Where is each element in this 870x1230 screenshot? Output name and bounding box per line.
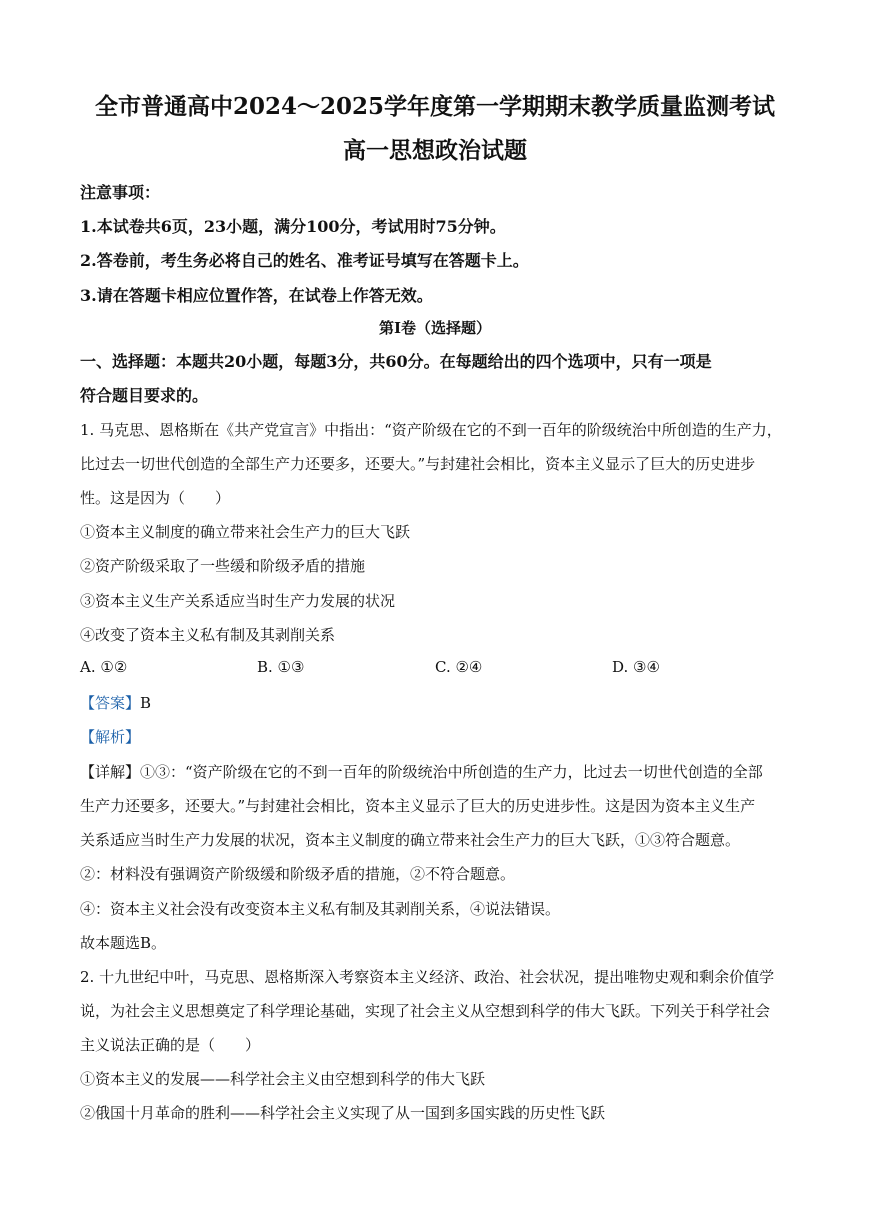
detail-text: ①③：“资产阶级在它的不到一百年的阶级统治中所创造的生产力，比过去一切世代创造的全部 — [140, 763, 763, 781]
question-stem: 1. 马克思、恩格斯在《共产党宣言》中指出：“资产阶级在它的不到一百年的阶级统治中所创造的生产力， — [80, 421, 782, 439]
notice-item: 2.答卷前，考生务必将自己的姓名、准考证号填写在答题卡上。 — [80, 251, 529, 270]
option-d: D. ③④ — [612, 658, 660, 676]
notice-heading: 注意事项： — [80, 183, 161, 202]
exam-subtitle: 高一思想政治试题 — [343, 137, 527, 164]
question-stem: 比过去一切世代创造的全部生产力还要多，还要大。”与封建社会相比，资本主义显示了巨大的历史进步 — [80, 455, 756, 473]
detail-text: 关系适应当时生产力发展的状况，资本主义制度的确立带来社会生产力的巨大飞跃，①③符合题意。 — [80, 831, 741, 849]
section-instruction: 符合题目要求的。 — [80, 386, 209, 405]
question-stem: 说，为社会主义思想奠定了科学理论基础，实现了社会主义从空想到科学的伟大飞跃。下列关于科学社会 — [80, 1002, 771, 1020]
option-c: C. ②④ — [435, 658, 483, 676]
analysis-tag: 【解析】 — [80, 728, 141, 746]
detail-tag: 【详解】 — [80, 763, 141, 781]
choice-item: ②资产阶级采取了一些缓和阶级矛盾的措施 — [80, 557, 366, 575]
detail-text: 生产力还要多，还要大。”与封建社会相比，资本主义显示了巨大的历史进步性。这是因为资本主义生产 — [80, 797, 756, 815]
section-instruction: 一、选择题：本题共20小题，每题3分，共60分。在每题给出的四个选项中，只有一项是 — [80, 352, 712, 371]
question-stem: 2. 十九世纪中叶，马克思、恩格斯深入考察资本主义经济、政治、社会状况，提出唯物史观和剩余价值学 — [80, 968, 775, 986]
option-b: B. ①③ — [257, 658, 305, 676]
detail-text: ④：资本主义社会没有改变资本主义私有制及其剥削关系，④说法错误。 — [80, 900, 561, 918]
question-stem: 性。这是因为（ ） — [80, 489, 231, 507]
detail-text: ②：材料没有强调资产阶级缓和阶级矛盾的措施，②不符合题意。 — [80, 865, 516, 883]
question-stem: 主义说法正确的是（ ） — [80, 1036, 261, 1054]
answer-value: B — [140, 694, 152, 712]
section-title: 第Ⅰ卷（选择题） — [378, 319, 492, 337]
notice-item: 3.请在答题卡相应位置作答，在试卷上作答无效。 — [80, 286, 433, 305]
choice-item: ①资本主义制度的确立带来社会生产力的巨大飞跃 — [80, 523, 411, 541]
conclusion-text: 故本题选B。 — [80, 934, 167, 952]
detail-line — [80, 761, 795, 782]
exam-title: 全市普通高中2024～2025学年度第一学期期末教学质量监测考试 — [94, 93, 776, 120]
option-a: A. ①② — [80, 658, 128, 676]
answer-line — [80, 692, 795, 713]
choice-item: ②俄国十月革命的胜利——科学社会主义实现了从一国到多国实践的历史性飞跃 — [80, 1104, 606, 1122]
choice-item: ③资本主义生产关系适应当时生产力发展的状况 — [80, 592, 396, 610]
choice-item: ①资本主义的发展——科学社会主义由空想到科学的伟大飞跃 — [80, 1070, 486, 1088]
choice-item: ④改变了资本主义私有制及其剥削关系 — [80, 626, 336, 644]
answer-tag: 【答案】 — [80, 694, 141, 712]
notice-item: 1.本试卷共6页，23小题，满分100分，考试用时75分钟。 — [80, 217, 506, 236]
